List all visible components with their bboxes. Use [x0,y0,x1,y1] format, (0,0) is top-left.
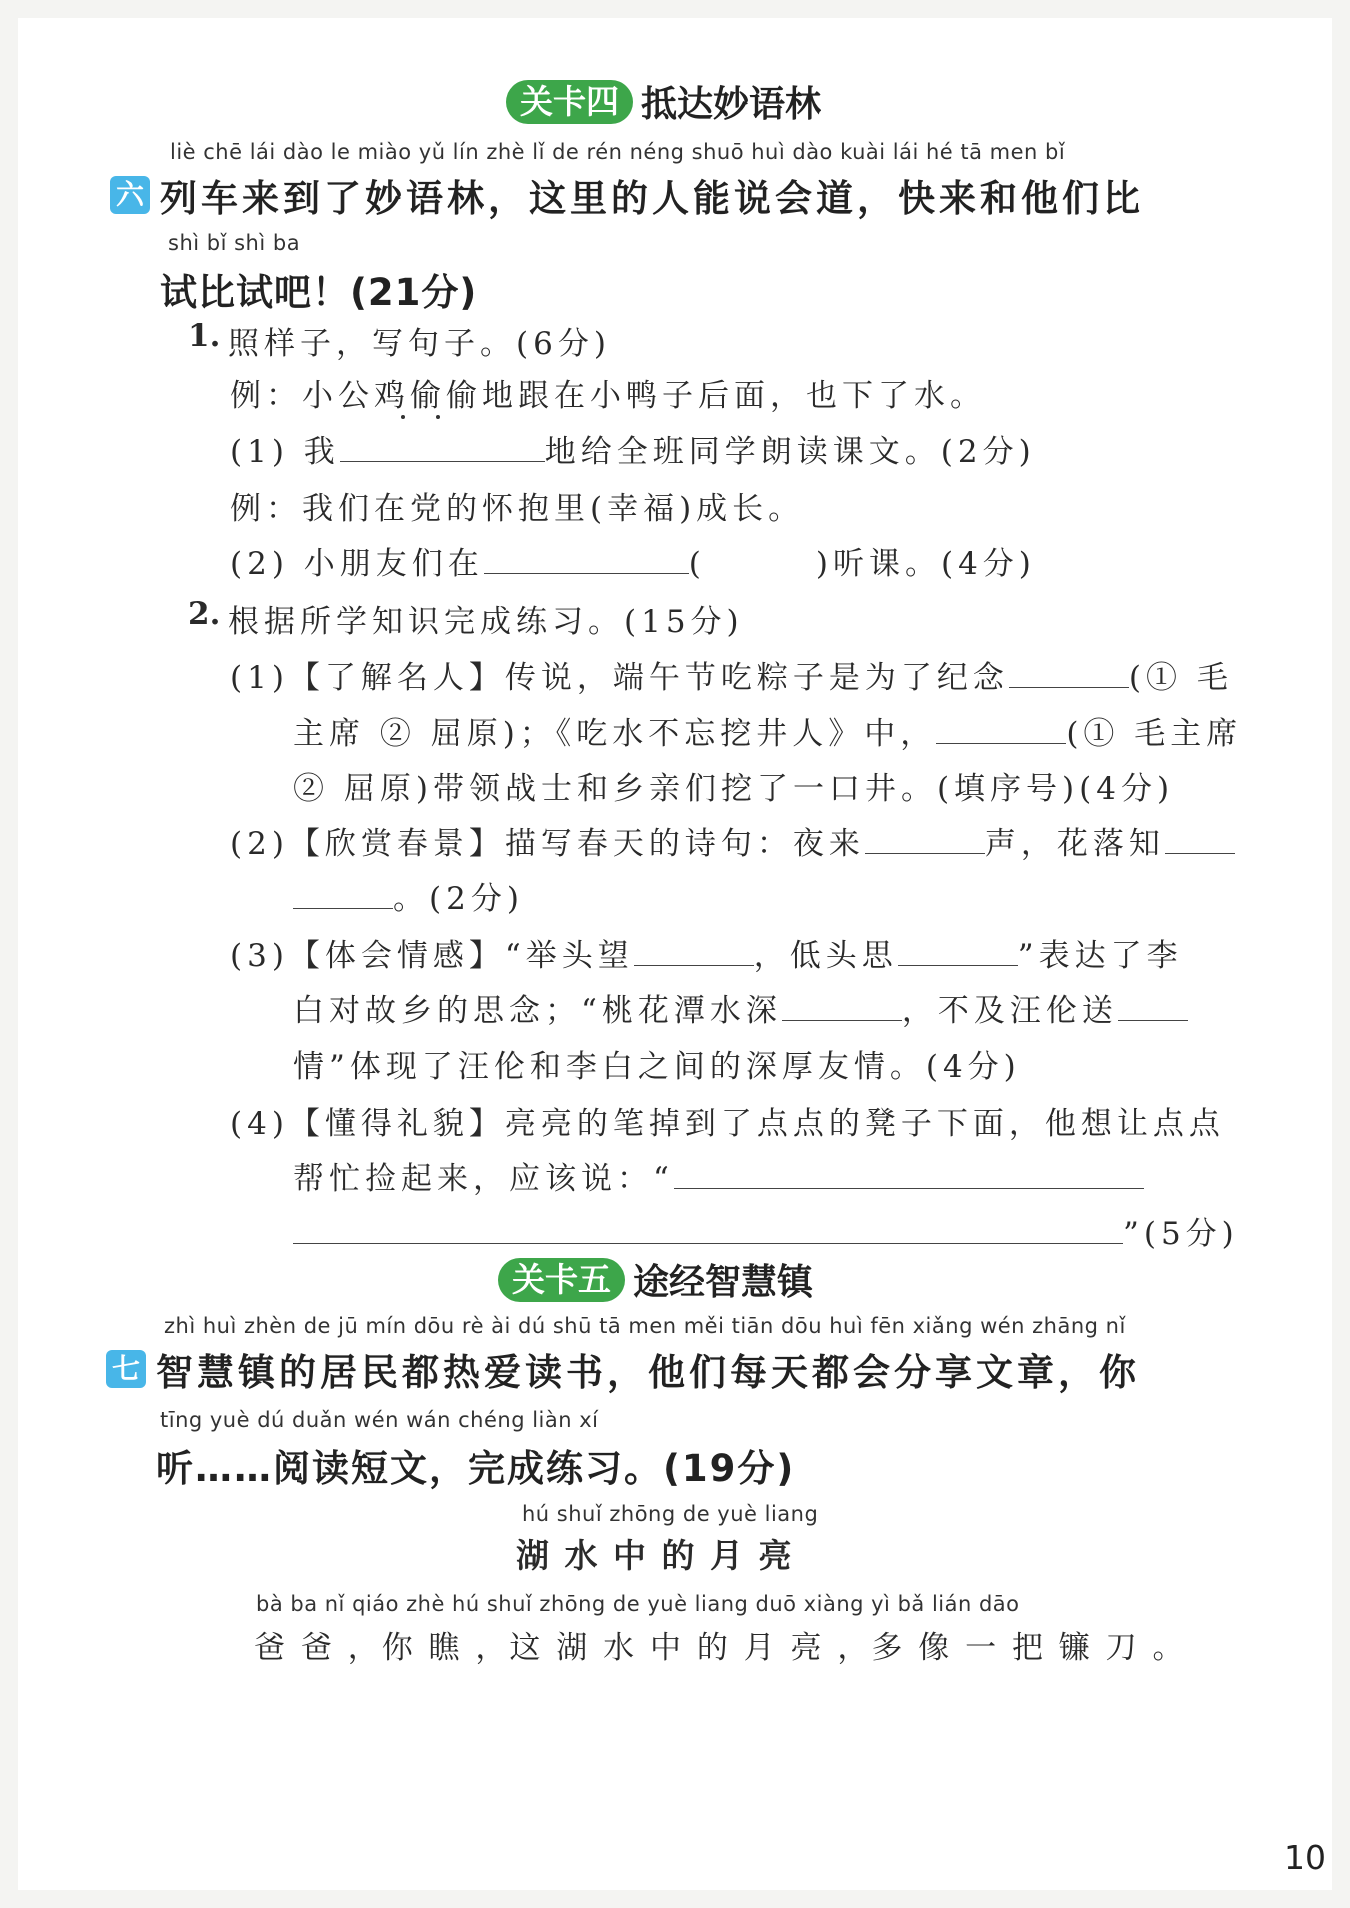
sentence-text: 主席 ② 屈原)；《吃水不忘挖井人》中， [293,716,937,752]
answer-blank[interactable] [293,882,393,909]
section-banner-5 [498,1254,813,1305]
sentence-text: (1)【了解名人】传说，端午节吃粽子是为了纪念 [230,660,1009,696]
answer-blank[interactable] [936,717,1066,744]
pinyin-line: liè chē lái dào le miào yǔ lín zhè lǐ de rén néng shuō huì dào kuài lái hé tā men bǐ [170,140,1066,164]
part-4-line-3 [293,1208,1239,1253]
pinyin-line: shì bǐ shì ba [168,231,301,255]
sentence-text: 白对故乡的思念；“桃花潭水深 [293,993,782,1029]
section-banner-4 [506,76,821,127]
sentence-text: )听课。(4分) [815,546,1036,582]
item-number: 2. [188,596,221,632]
question-heading: 列车来到了妙语林，这里的人能说会道，快来和他们比 [160,177,1144,220]
part-2-line-1 [230,818,1235,863]
part-2-line-2 [293,873,524,918]
section-title: 抵达妙语林 [641,84,822,125]
sentence-text: 。(2分) [393,881,524,917]
worksheet-page [18,18,1332,1890]
emphasis-dot [401,415,405,419]
pinyin-line: zhì huì zhèn de jū mín dōu rè ài dú shū tā men měi tiān dōu huì fēn xiǎng wén zhāng nǐ [164,1314,1126,1338]
part-1-line-1 [230,652,1233,697]
example-sentence: 例：小公鸡偷偷地跟在小鸭子后面，也下了水。 [230,378,986,414]
sentence-text: 帮忙捡起来，应该说：“ [293,1161,674,1197]
emphasis-dot [436,415,440,419]
item-number: 1. [188,318,221,354]
sentence-text: 声，花落知 [984,826,1165,862]
answer-blank[interactable] [340,435,545,462]
answer-blank[interactable] [634,939,754,966]
level-pill: 关卡四 [506,80,633,124]
fill-sentence-1 [230,426,1036,471]
section-title: 途经智慧镇 [633,1262,814,1303]
passage-title: 湖 水 中 的 月 亮 [516,1536,794,1575]
part-3-line-2 [293,985,1188,1030]
sentence-text: (2)【欣赏春景】描写春天的诗句：夜来 [230,826,865,862]
sentence-text: ”(5分) [1123,1216,1239,1252]
sentence-text: (1) 我 [230,434,340,470]
answer-blank[interactable] [1118,994,1188,1021]
question-number-badge: 六 [110,176,150,214]
answer-blank[interactable] [484,547,689,574]
page-number: 10 [1284,1838,1326,1877]
sentence-text: ，不及汪伦送 [901,993,1118,1029]
answer-blank[interactable] [782,994,902,1021]
sentence-text: 地给全班同学朗读课文。(2分) [544,434,1036,470]
part-1-line-2 [293,708,1242,753]
sentence-text: ，低头思 [753,938,898,974]
paren-open: ( [688,546,706,582]
answer-blank[interactable] [293,1217,1123,1244]
question-badge-6 [110,176,150,214]
answer-blank[interactable] [674,1162,1144,1189]
question-heading-cont: 试比试吧！(21分) [160,271,478,314]
fill-sentence-2 [230,538,1036,583]
question-badge-7 [106,1350,146,1388]
pinyin-line: hú shuǐ zhōng de yuè liang [522,1502,819,1526]
sentence-text: (① 毛 [1128,660,1233,696]
part-1-line-3: ② 屈原)带领战士和乡亲们挖了一口井。(填序号)(4分) [293,771,1175,807]
level-pill: 关卡五 [498,1258,625,1302]
passage-text: 爸 爸 ，你 瞧 ，这 湖 水 中 的 月 亮 ，多 像 一 把 镰 刀 。 [254,1630,1187,1666]
answer-blank[interactable] [865,827,985,854]
sentence-text: (① 毛主席 [1066,716,1243,752]
answer-blank[interactable] [898,939,1018,966]
part-4-line-1: (4)【懂得礼貌】亮亮的笔掉到了点点的凳子下面，他想让点点 [230,1106,1225,1142]
answer-blank[interactable] [1165,827,1235,854]
example-sentence: 例：我们在党的怀抱里(幸福)成长。 [230,491,805,527]
part-3-line-3: 情”体现了汪伦和李白之间的深厚友情。(4分) [293,1049,1021,1085]
sentence-text: ”表达了李 [1017,938,1183,974]
question-heading-cont: 听……阅读短文，完成练习。(19分) [156,1447,796,1490]
pinyin-line: bà ba nǐ qiáo zhè hú shuǐ zhōng de yuè liang duō xiàng yì bǎ lián dāo [256,1592,1020,1616]
question-number-badge: 七 [106,1350,146,1388]
question-heading: 智慧镇的居民都热爱读书，他们每天都会分享文章，你 [156,1351,1140,1394]
sentence-text: (2) 小朋友们在 [230,546,484,582]
answer-blank[interactable] [1009,661,1129,688]
part-4-line-2 [293,1153,1144,1198]
item-instruction: 照样子，写句子。(6分) [228,326,611,362]
pinyin-line: tīng yuè dú duǎn wén wán chéng liàn xí [160,1408,599,1432]
part-3-line-1 [230,930,1183,975]
item-instruction: 根据所学知识完成练习。(15分) [228,604,744,640]
sentence-text: (3)【体会情感】“举头望 [230,938,634,974]
